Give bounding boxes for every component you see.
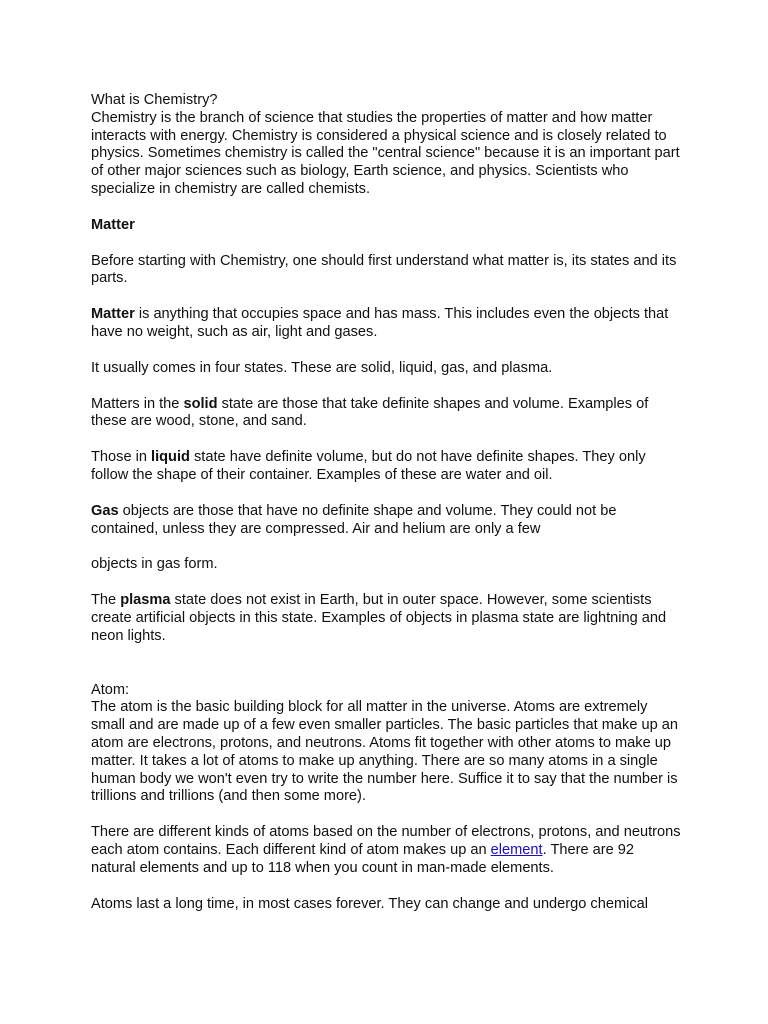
plasma-after: state does not exist in Earth, but in outer space. However, some scientists create artificial objects in this state. Examples of objects in plasma state are lightning and neon lights. — [91, 592, 667, 644]
atom-lifetime-paragraph: Atoms last a long time, in most cases forever. They can change and undergo chemical — [91, 895, 649, 912]
matter-definition-text: is anything that occupies space and has mass. This includes even the objects that have no weight, such as air, light and gases. — [91, 306, 669, 340]
solid-before: Matters in the — [91, 395, 184, 412]
liquid-paragraph — [91, 449, 682, 485]
solid-paragraph — [91, 396, 682, 432]
plasma-paragraph — [91, 592, 682, 645]
matter-heading — [91, 217, 682, 235]
states-intro-paragraph: It usually comes in four states. These are solid, liquid, gas, and plasma. — [91, 359, 553, 376]
intro-paragraph: Chemistry is the branch of science that studies the properties of matter and how matter interacts with energy. Chemistry is considered a physical science and is closely related to physics. Sometimes chemistry is called the "central science" because it is an important part of other major sciences such as biology, Earth science, and physics. Scientists who specialize in chemistry are called chemists. — [91, 109, 680, 197]
solid-after: state are those that take definite shapes and volume. Examples of these are wood, stone, and sand. — [91, 395, 649, 430]
gas-after: objects are those that have no definite shape and volume. They could not be contained, unless they are compressed. Air and helium are only a few — [91, 502, 617, 537]
solid-term: solid — [183, 395, 218, 412]
gas-continuation-paragraph: objects in gas form. — [91, 556, 218, 573]
atom-kinds-paragraph — [91, 824, 682, 877]
gas-term: Gas — [91, 502, 119, 519]
matter-definition-paragraph — [91, 306, 682, 342]
atom-kinds-after: . There are 92 natural elements and up to 118 when you count in man-made elements. — [91, 841, 634, 876]
liquid-before: Those in — [91, 449, 152, 466]
atom-kinds-before: There are different kinds of atoms based on the number of electrons, protons, and neutrons each atom contains. Each different kind of atom makes up an — [91, 824, 681, 858]
plasma-term: plasma — [120, 592, 171, 609]
liquid-term: liquid — [151, 449, 190, 466]
atom-title: Atom: — [91, 681, 130, 698]
intro-title: What is Chemistry? — [91, 92, 218, 108]
element-link[interactable]: element — [490, 841, 543, 858]
matter-heading-text: Matter — [91, 216, 135, 233]
atom-paragraph: The atom is the basic building block for all matter in the universe. Atoms are extremely small and are made up of a few even smaller particles. The basic particles that make up an atom are electrons, protons, and neutrons. Atoms fit together with other atoms to make up matter. It takes a lot of atoms to make up anything. There are so many atoms in a single human body we won't even try to write the number here. Suffice it to say that the number is trillions and trillions (and then some more). — [91, 699, 679, 805]
gas-paragraph — [91, 503, 682, 539]
plasma-before: The — [91, 592, 121, 609]
matter-intro-paragraph: Before starting with Chemistry, one should first understand what matter is, its states and its parts. — [91, 252, 677, 287]
liquid-after: state have definite volume, but do not have definite shapes. They only follow the shape of their container. Examples of these are water and oil. — [91, 449, 646, 483]
matter-term: Matter — [91, 306, 135, 323]
